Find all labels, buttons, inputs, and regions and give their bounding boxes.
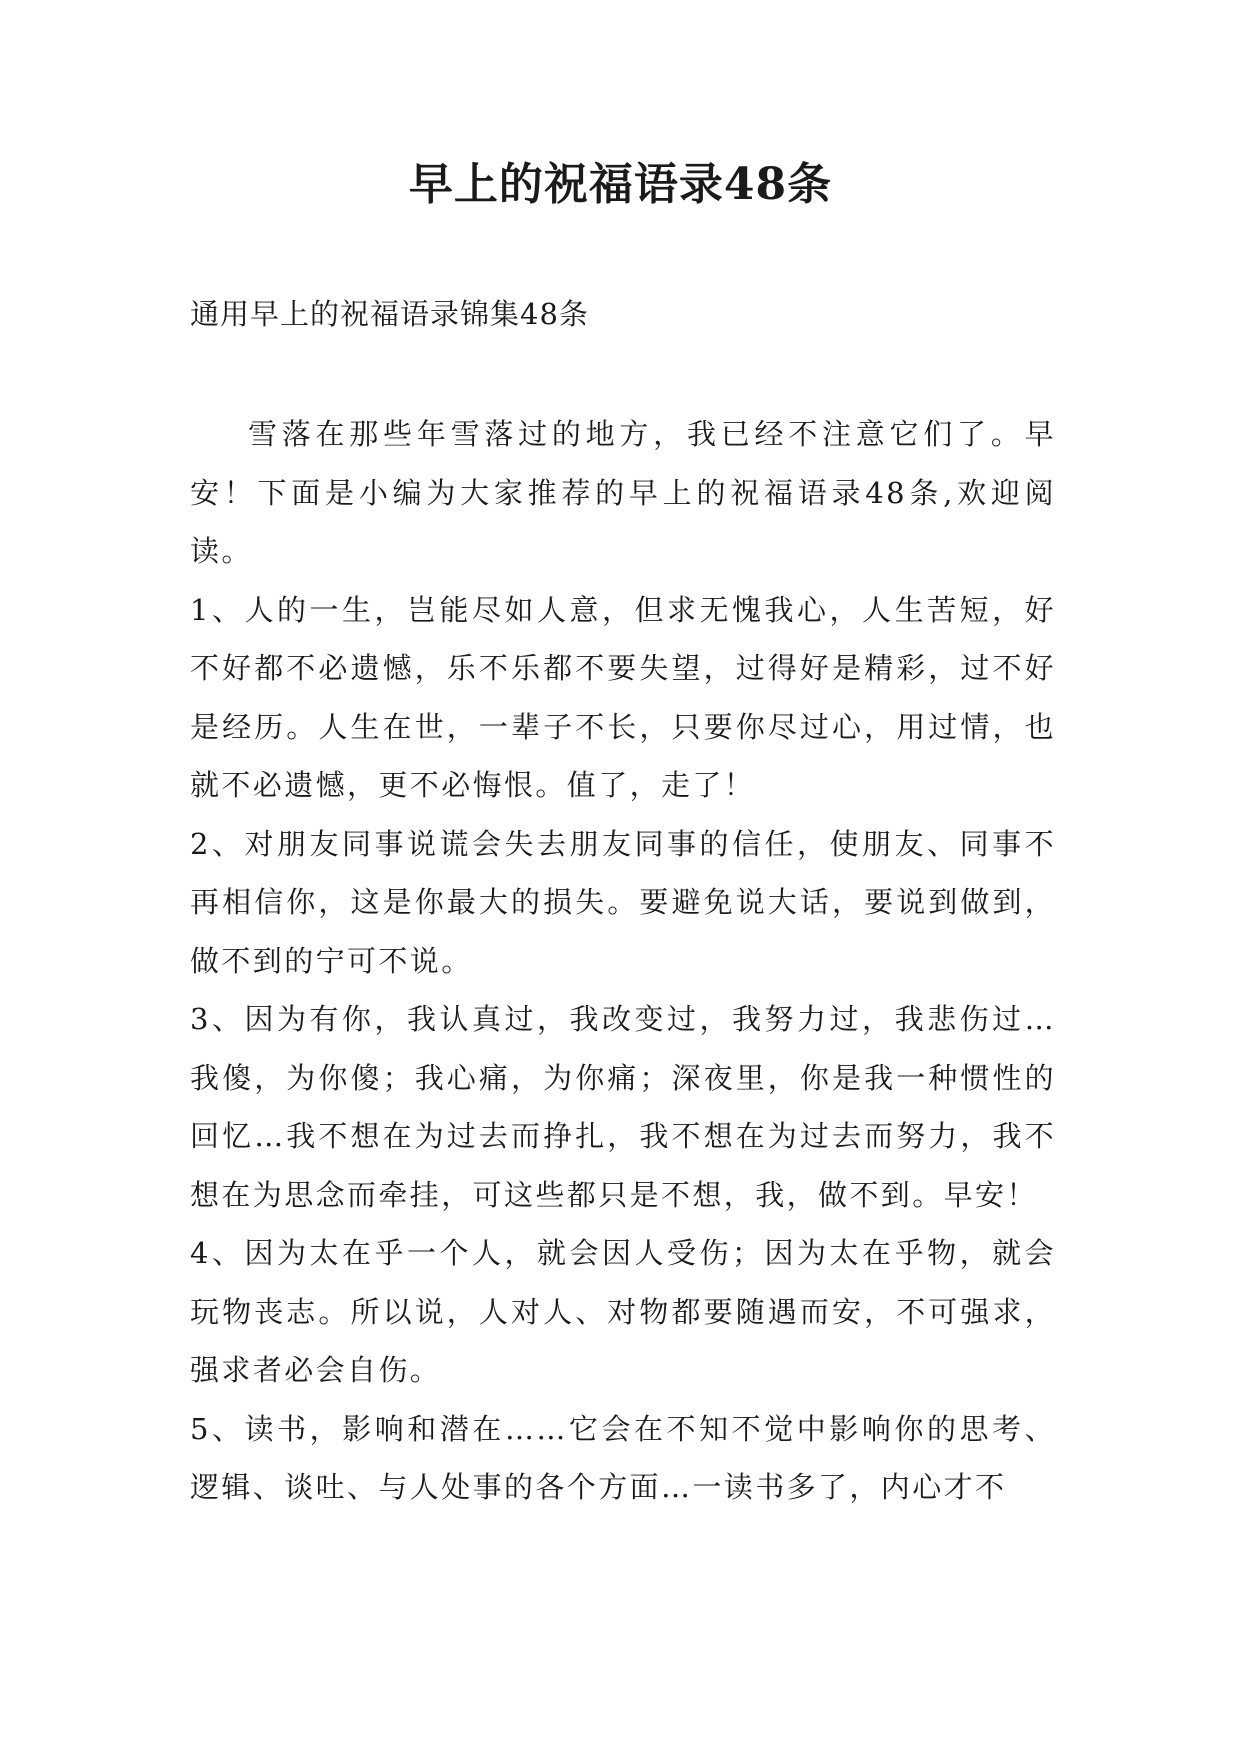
document-title: 早上的祝福语录48条 (408, 159, 833, 210)
list-item: 4、因为太在乎一个人，就会因人受伤；因为太在乎物，就会玩物丧志。所以说，人对人、对物都要随遇而安，不可强求，强求者必会自伤。 (190, 1236, 1056, 1387)
document-body (190, 405, 1056, 1517)
list-item: 3、因为有你，我认真过，我改变过，我努力过，我悲伤过…我傻，为你傻；我心痛，为你痛；深夜里，你是我一种惯性的回忆…我不想在为过去而挣扎，我不想在为过去而努力，我不想在为思念而牵挂，可这些都只是不想，我，做不到。早安！ (190, 1002, 1056, 1212)
list-item: 5、读书，影响和潜在……它会在不知不觉中影响你的思考、逻辑、谈吐、与人处事的各个方面…一读书多了，内心才不 (190, 1411, 1056, 1504)
document-subtitle: 通用早上的祝福语录锦集48条 (190, 297, 589, 331)
intro-paragraph: 雪落在那些年雪落过的地方，我已经不注意它们了。早安！下面是小编为大家推荐的早上的祝福语录48条,欢迎阅读。 (190, 417, 1056, 568)
list-item: 2、对朋友同事说谎会失去朋友同事的信任，使朋友、同事不再相信你，这是你最大的损失。要避免说大话，要说到做到，做不到的宁可不说。 (190, 826, 1056, 978)
list-item: 1、人的一生，岂能尽如人意，但求无愧我心，人生苦短，好不好都不必遗憾，乐不乐都不要失望，过得好是精彩，过不好是经历。人生在世，一辈子不长，只要你尽过心，用过情，也就不必遗憾，更不必悔恨。值了，走了！ (190, 592, 1056, 802)
